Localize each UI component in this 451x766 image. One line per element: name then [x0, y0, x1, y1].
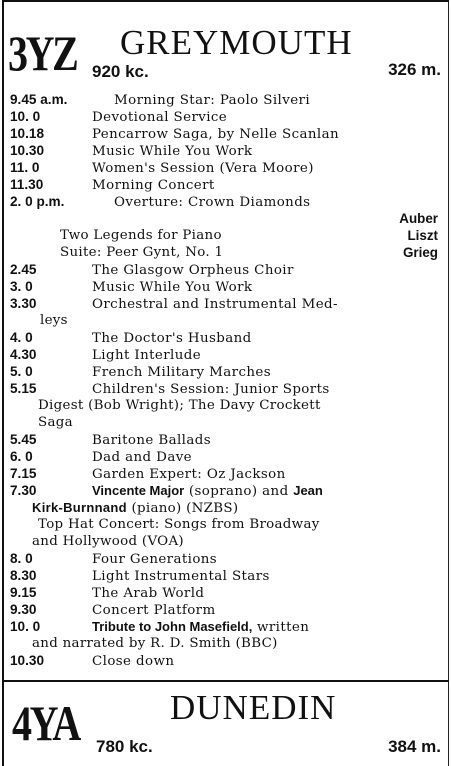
programme-time: 11.30 [10, 177, 44, 192]
station-wavelength: 384 m. [388, 737, 441, 756]
programme-list [10, 91, 440, 669]
programme-title-continued: leys [40, 313, 68, 328]
programme-time: 10.30 [10, 653, 45, 668]
programme-title: Garden Expert: Oz Jackson [92, 467, 286, 482]
programme-detail: (piano) (NZBS) [126, 501, 239, 516]
top-border [2, 0, 449, 2]
programme-time: 11. 0 [10, 160, 40, 175]
right-border [448, 0, 449, 766]
programme-time: 4. 0 [10, 330, 33, 345]
programme-row [10, 91, 440, 108]
station-callsign: 4YA [12, 695, 79, 751]
programme-row [10, 618, 440, 635]
programme-title: Children's Session: Junior Sports [92, 382, 330, 397]
programme-detail: Suite: Peer Gynt, No. 1 [60, 245, 224, 260]
artist-name: Jean [293, 483, 323, 498]
programme-row [10, 482, 440, 499]
programme-title: (soprano) and [184, 484, 294, 499]
programme-row [10, 601, 440, 618]
programme-row [10, 261, 440, 278]
programme-time: 4.30 [10, 347, 37, 362]
programme-time: 2. 0 p.m. [10, 194, 65, 209]
programme-row [10, 550, 440, 567]
programme-title-continued: Saga [38, 415, 73, 430]
programme-title: Pencarrow Saga, by Nelle Scanlan [92, 127, 339, 142]
programme-time: 3.30 [10, 296, 37, 311]
station-callsign: 3YZ [8, 25, 77, 81]
programme-time: 10. 0 [10, 619, 41, 634]
programme-title: Light Instrumental Stars [92, 569, 270, 584]
left-border [2, 0, 4, 766]
programme-title: The Doctor's Husband [92, 331, 252, 346]
programme-title: French Military Marches [92, 365, 271, 380]
programme-time: 7.15 [10, 466, 37, 481]
station-header-greymouth [10, 22, 441, 88]
programme-title: Light Interlude [92, 348, 202, 363]
station-header-dunedin [10, 690, 441, 760]
programme-time: 9.15 [10, 585, 37, 600]
programme-row [10, 278, 440, 295]
programme-title: Orchestral and Instrumental Med- [92, 297, 338, 312]
artist-name: Kirk-Burnnand [32, 500, 127, 515]
artist-name: Vincente Major [92, 483, 185, 498]
programme-row [10, 142, 440, 159]
programme-time: 5.45 [10, 432, 37, 447]
programme-title: Four Generations [92, 552, 218, 567]
programme-detail: and Hollywood (VOA) [32, 534, 184, 549]
programme-row [10, 176, 440, 193]
programme-row [10, 380, 440, 397]
programme-title: The Arab World [92, 586, 205, 601]
programme-title: Music While You Work [92, 280, 253, 295]
composer-grieg: Grieg [403, 245, 438, 260]
programme-row [10, 465, 440, 482]
programme-time: 8. 0 [10, 551, 33, 566]
station-city: DUNEDIN [170, 688, 337, 727]
programme-time: 7.30 [10, 483, 37, 498]
programme-row [10, 210, 440, 227]
programme-row [10, 108, 440, 125]
programme-title: Morning Concert [92, 178, 215, 193]
programme-title: Music While You Work [92, 144, 253, 159]
programme-detail: Two Legends for Piano [60, 228, 222, 243]
programme-row [10, 584, 440, 601]
programme-detail: Top Hat Concert: Songs from Broadway [38, 517, 320, 532]
programme-row [10, 159, 440, 176]
programme-title: Overture: Crown Diamonds [114, 195, 311, 210]
programme-time: 2.45 [10, 262, 37, 277]
programme-time: 10.30 [10, 143, 45, 158]
programme-row [10, 448, 440, 465]
programme-row [10, 244, 440, 261]
programme-row [10, 329, 440, 346]
programme-time: 8.30 [10, 568, 37, 583]
programme-time: 9.30 [10, 602, 37, 617]
programme-row [10, 193, 440, 210]
programme-time: 3. 0 [10, 279, 33, 294]
programme-row [10, 567, 440, 584]
programme-title: Morning Star: Paolo Silveri [114, 93, 311, 108]
programme-time: 10.18 [10, 126, 45, 141]
programme-time: 5. 0 [10, 364, 33, 379]
programme-row [10, 652, 440, 669]
composer-auber: Auber [399, 211, 438, 226]
programme-row [10, 363, 440, 380]
programme-title: Devotional Service [92, 110, 228, 125]
programme-row [10, 431, 440, 448]
programme-title-continued [10, 499, 440, 516]
programme-row [10, 346, 440, 363]
programme-row [10, 295, 440, 312]
programme-title: Close down [92, 654, 175, 669]
programme-title-continued: and narrated by R. D. Smith (BBC) [32, 636, 278, 651]
programme-time: 6. 0 [10, 449, 33, 464]
programme-title: Dad and Dave [92, 450, 192, 465]
section-divider [2, 680, 449, 682]
programme-time: 10. 0 [10, 109, 41, 124]
programme-time: 5.15 [10, 381, 37, 396]
programme-title: written [252, 620, 310, 635]
programme-title: Baritone Ballads [92, 433, 211, 448]
programme-row [10, 125, 440, 142]
station-frequency: 920 kc. [92, 62, 149, 81]
programme-time: 9.45 a.m. [10, 92, 68, 107]
programme-title-continued: Digest (Bob Wright); The Davy Crockett [38, 398, 321, 413]
programme-row [10, 227, 440, 244]
station-wavelength: 326 m. [388, 60, 441, 79]
composer-liszt: Liszt [407, 228, 438, 243]
programme-title: Concert Platform [92, 603, 216, 618]
station-city: GREYMOUTH [120, 23, 353, 62]
programme-title: The Glasgow Orpheus Choir [92, 263, 294, 278]
programme-title: Women's Session (Vera Moore) [92, 161, 314, 176]
station-frequency: 780 kc. [96, 737, 153, 756]
programme-title-bold: Tribute to John Masefield, [92, 619, 253, 634]
